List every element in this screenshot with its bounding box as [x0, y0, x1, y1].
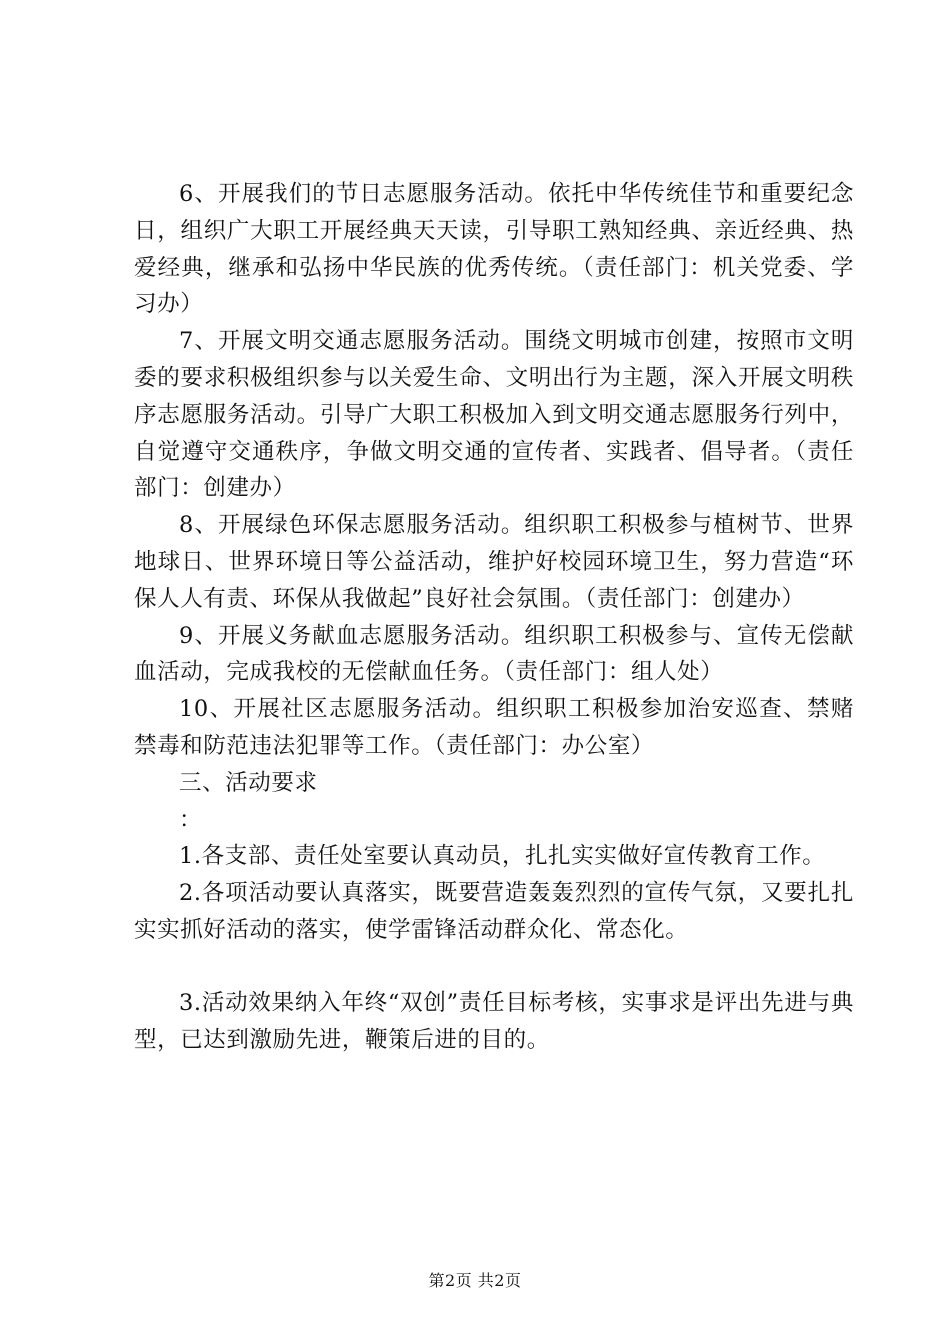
requirement-item-1: 1.各支部、责任处室要认真动员，扎扎实实做好宣传教育工作。 — [179, 843, 826, 870]
section-heading: 三、活动要求 — [179, 769, 318, 796]
paragraph-item-8: 8、开展绿色环保志愿服务活动。组织职工积极参与植树节、世界地球日、世界环境日等公益活动，维护好校园环境卫生，努力营造“环保人人有责、环保从我做起”良好社会氛围。（责任部门：创建办） — [134, 512, 854, 612]
paragraph-item-6: 6、开展我们的节日志愿服务活动。依托中华传统佳节和重要纪念日，组织广大职工开展经典天天读，引导职工熟知经典、亲近经典、热爱经典，继承和弘扬中华民族的优秀传统。（责任部门：机关党委、学习办） — [134, 181, 854, 318]
paragraph-item-7: 7、开展文明交通志愿服务活动。围绕文明城市创建，按照市文明委的要求积极组织参与以关爱生命、文明出行为主题，深入开展文明秩序志愿服务活动。引导广大职工积极加入到文明交通志愿服务行列中，自觉遵守交通秩序，争做文明交通的宣传者、实践者、倡导者。（责任部门：创建办） — [134, 328, 854, 502]
requirement-item-3: 3.活动效果纳入年终“双创”责任目标考核，实事求是评出先进与典型，已达到激励先进，鞭策后进的目的。 — [134, 989, 854, 1053]
requirement-item-2: 2.各项活动要认真落实，既要营造轰轰烈烈的宣传气氛，又要扎扎实实抓好活动的落实，使学雷锋活动群众化、常态化。 — [134, 880, 854, 943]
paragraph-item-10: 10、开展社区志愿服务活动。组织职工积极参加治安巡查、禁赌禁毒和防范违法犯罪等工作。（责任部门：办公室） — [134, 696, 854, 759]
heading-colon: ： — [179, 806, 203, 833]
paragraph-item-9: 9、开展义务献血志愿服务活动。组织职工积极参与、宣传无偿献血活动，完成我校的无偿献血任务。（责任部门：组人处） — [134, 622, 854, 686]
page-footer: 第2页 共2页 — [428, 1271, 522, 1290]
document-body — [134, 176, 854, 1058]
